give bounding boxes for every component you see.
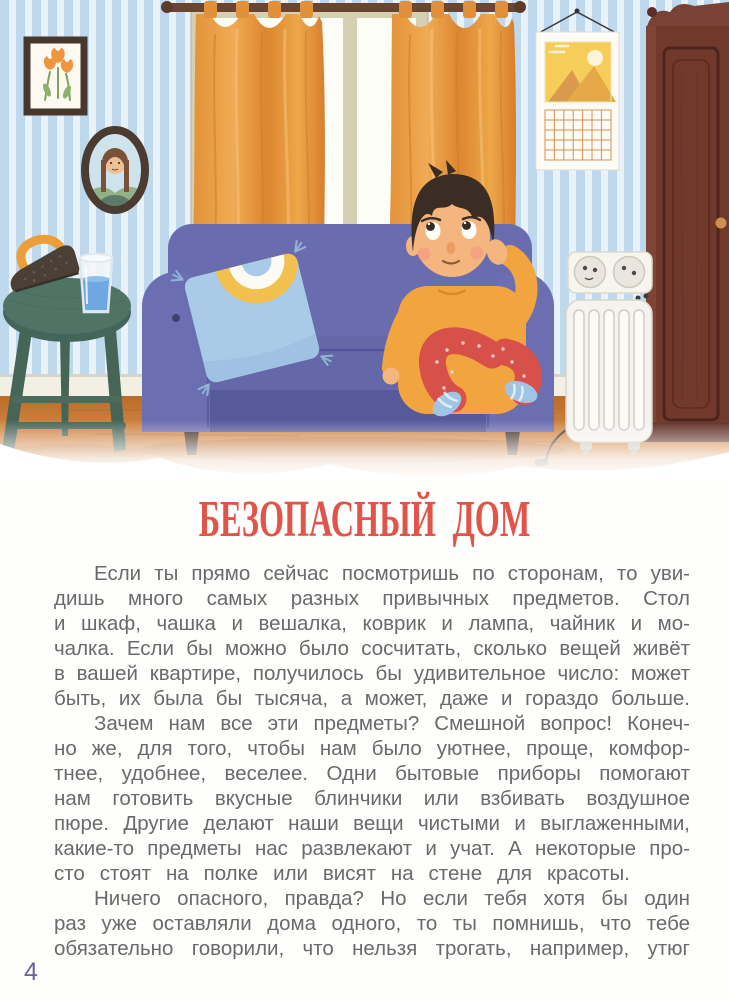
illustration-fade <box>0 420 729 480</box>
tulip-picture <box>27 40 84 112</box>
text-line: сто стоят на полке или висят на стене для красоты. <box>54 862 630 885</box>
power-outlet <box>568 252 652 293</box>
curtain-left <box>193 1 325 252</box>
paragraph <box>54 886 690 961</box>
text-line: какие-то предметы нас развлекают и учат. А некоторые про- <box>54 837 690 860</box>
paragraph <box>54 711 690 886</box>
text-line: Ничего опасного, правда? Но если тебя хотя бы один <box>94 887 690 910</box>
page-title: БЕЗОПАСНЫЙ ДОМ <box>198 491 531 548</box>
text-line: и шкаф, чашка и вешалка, коврик и лампа, чайник и мо- <box>54 612 690 635</box>
text-line: раз уже оставляли дома одного, то ты помнишь, что тебе <box>54 912 690 935</box>
paragraph <box>54 561 690 711</box>
text-line: но же, для того, чтобы нам было уютнее, проще, комфор- <box>54 737 690 760</box>
wardrobe <box>642 2 729 442</box>
wall-calendar <box>536 9 619 171</box>
text-line: чалка. Если бы можно было сосчитать, сколько вещей живёт <box>54 637 690 660</box>
page-number: 4 <box>24 958 38 986</box>
text-line: тнее, удобнее, веселее. Одни бытовые приборы помогают <box>54 762 690 785</box>
text-line: Если ты прямо сейчас посмотришь по сторонам, то уви- <box>94 562 690 585</box>
text-line: пюре. Другие делают наши вещи чистыми и выглаженными, <box>54 812 690 835</box>
text-line: в вашей квартире, получилось бы удивительное число: может <box>54 662 690 685</box>
water-glass <box>80 254 112 312</box>
text-line: дишь много самых разных привычных предметов. Стол <box>54 587 690 610</box>
body-text <box>54 561 690 961</box>
oval-portrait <box>84 130 148 212</box>
text-line: нам готовить вкусные блинчики или взбивать воздушное <box>54 787 690 810</box>
text-line: быть, их была бы тысяча, а может, даже и гораздо больше. <box>54 687 690 710</box>
text-line: Зачем нам все эти предметы? Смешной вопрос! Конеч- <box>94 712 690 735</box>
text-line: обязательно говорили, что нельзя трогать, например, утюг <box>54 937 690 960</box>
illustration <box>0 0 729 480</box>
